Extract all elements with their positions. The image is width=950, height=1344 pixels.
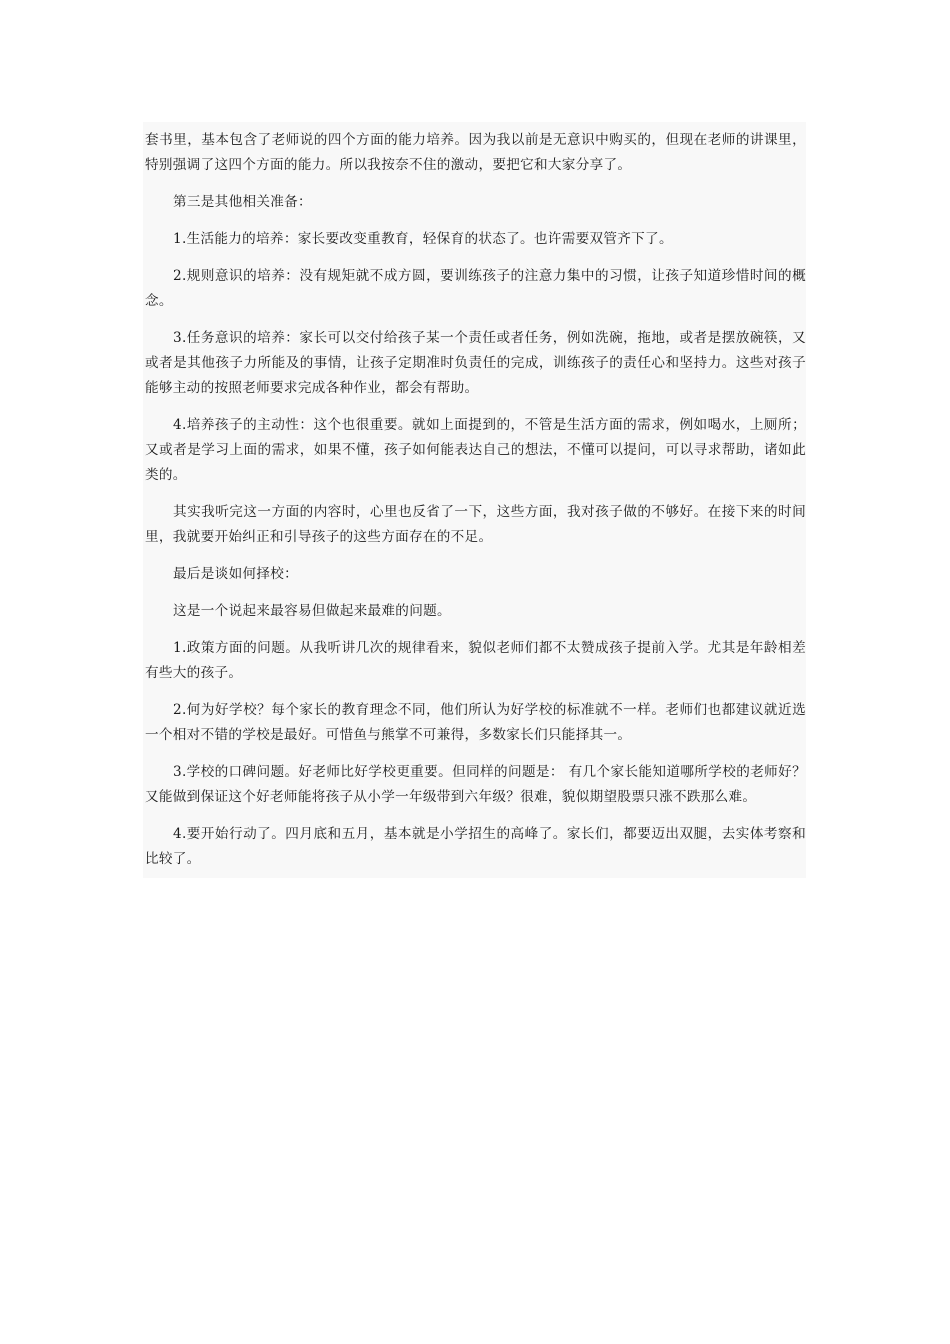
list-item-good-school: 2.何为好学校？每个家长的教育理念不同，他们所认为好学校的标准就不一样。老师们也都建议就近选一个相对不错的学校是最好。可惜鱼与熊掌不可兼得，多数家长们只能择其一。 xyxy=(145,702,806,743)
article-body xyxy=(143,122,806,878)
list-item-reputation: 3.学校的口碑问题。好老师比好学校更重要。但同样的问题是： 有几个家长能知道哪所学校的老师好？ 又能做到保证这个好老师能将孩子从小学一年级带到六年级？很难，貌似期望股票只涨不跌那么难。 xyxy=(145,764,806,805)
list-item-policy: 1.政策方面的问题。从我听讲几次的规律看来，貌似老师们都不太赞成孩子提前入学。尤其是年龄相差有些大的孩子。 xyxy=(145,640,806,681)
list-item-life-skills: 1.生活能力的培养：家长要改变重教育，轻保育的状态了。也许需要双管齐下了。 xyxy=(173,231,673,247)
paragraph-intro: 套书里，基本包含了老师说的四个方面的能力培养。因为我以前是无意识中购买的，但现在老师的讲课里，特别强调了这四个方面的能力。所以我按奈不住的激动，要把它和大家分享了。 xyxy=(145,132,806,173)
list-item-tasks: 3.任务意识的培养：家长可以交付给孩子某一个责任或者任务，例如洗碗，拖地，或者是摆放碗筷，又或者是其他孩子力所能及的事情，让孩子定期准时负责任的完成，训练孩子的责任心和坚持力。这些对孩子能够主动的按照老师要求完成各种作业，都会有帮助。 xyxy=(145,330,806,396)
list-item-rules: 2.规则意识的培养：没有规矩就不成方圆，要训练孩子的注意力集中的习惯，让孩子知道珍惜时间的概念。 xyxy=(145,268,806,309)
paragraph-reflection: 其实我听完这一方面的内容时，心里也反省了一下，这些方面，我对孩子做的不够好。在接下来的时间里，我就要开始纠正和引导孩子的这些方面存在的不足。 xyxy=(145,504,806,545)
list-item-take-action: 4.要开始行动了。四月底和五月，基本就是小学招生的高峰了。家长们，都要迈出双腿，去实体考察和比较了。 xyxy=(145,826,806,867)
list-item-initiative: 4.培养孩子的主动性：这个也很重要。就如上面提到的，不管是生活方面的需求，例如喝水，上厕所；又或者是学习上面的需求，如果不懂，孩子如何能表达自己的想法，不懂可以提问，可以寻求帮助，诸如此类的。 xyxy=(145,417,806,483)
paragraph-school-choice-intro: 这是一个说起来最容易但做起来最难的问题。 xyxy=(173,603,451,619)
section-heading-preparation: 第三是其他相关准备： xyxy=(173,194,312,210)
section-heading-school-choice: 最后是谈如何择校： xyxy=(173,566,299,582)
